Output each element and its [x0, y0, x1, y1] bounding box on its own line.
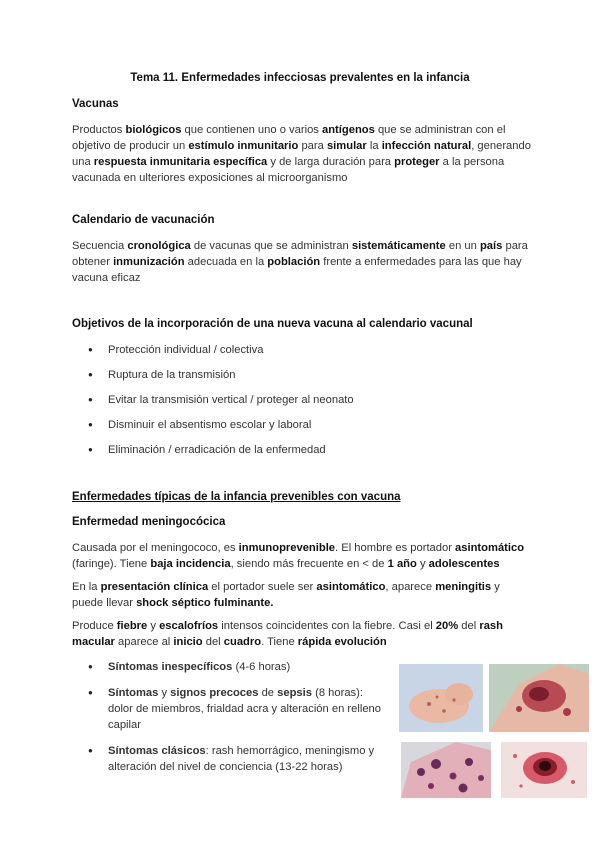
paragraph-vacunas: Productos biológicos que contienen uno o varios antígenos que se administran con el objetivo de producir un estímulo inmunitario para simular la infección natural, generando una respuesta inmunitaria específica y de larga duración para proteger a la persona vacunada en ulteriores exposiciones al microorganismo [72, 124, 531, 184]
infant-foot-rash-photo [399, 664, 483, 732]
bold-term: infección natural [381, 140, 472, 152]
paragraph-presentacion: En la presentación clínica el portador suele ser asintomático, aparece meningitis y puede llevar shock séptico fulminante. [72, 581, 500, 609]
heading-calendario: Calendario de vacunación [72, 214, 215, 226]
bold-term: asintomático [455, 542, 525, 554]
bold-term: 1 año [387, 558, 417, 570]
list-item: ● Protección individual / colectiva [72, 342, 532, 367]
bold-term: Síntomas [108, 687, 159, 699]
bold-term: cuadro [223, 636, 262, 648]
purpura-skin-photo [489, 664, 589, 732]
heading-objetivos: Objetivos de la incorporación de una nueva vacuna al calendario vacunal [72, 318, 473, 330]
bold-term: rash macular [72, 620, 503, 648]
list-item: ● Evitar la transmisión vertical / proteger al neonato [72, 392, 532, 417]
list-item: ● Disminuir el absentismo escolar y laboral [72, 417, 532, 442]
bold-term: simular [326, 140, 367, 152]
bold-term: respuesta inmunitaria específica [93, 156, 268, 168]
list-item: ● Ruptura de la transmisión [72, 367, 532, 392]
bold-term: inmunoprevenible [238, 542, 336, 554]
list-item: ● Eliminación / erradicación de la enfermedad [72, 442, 532, 467]
leg-purpura-photo [401, 742, 491, 798]
bold-term: país [479, 240, 503, 252]
bold-term: adolescentes [428, 558, 500, 570]
bold-term: inmunización [113, 256, 185, 268]
objetivos-list [72, 342, 532, 467]
bold-term: meningitis [435, 581, 492, 593]
bold-term: sistemáticamente [351, 240, 446, 252]
bold-term: presentación clínica [100, 581, 209, 593]
bold-term: 20% [435, 620, 459, 632]
list-item: ● Síntomas inespecíficos (4-6 horas) [72, 659, 382, 675]
heading-vacunas: Vacunas [72, 98, 119, 110]
sintomas-list [72, 659, 382, 785]
bold-term: sepsis [277, 687, 312, 699]
bold-term: inicio [173, 636, 203, 648]
paragraph-calendario: Secuencia cronológica de vacunas que se administran sistemáticamente en un país para obtener inmunización adecuada en la población frente a enfermedades para las que hay vacuna eficaz [72, 240, 528, 284]
bold-term: signos precoces [170, 687, 259, 699]
bold-term: Síntomas clásicos [108, 745, 206, 757]
subheading-meningococica: Enfermedad meningocócica [72, 516, 226, 528]
bold-term: fiebre [116, 620, 148, 632]
heading-enfermedades: Enfermedades típicas de la infancia prevenibles con vacuna [72, 491, 401, 503]
bold-term: Síntomas inespecíficos [108, 661, 233, 673]
bold-term: población [267, 256, 321, 268]
bold-term: baja incidencia [150, 558, 231, 570]
bold-term: escalofríos [159, 620, 219, 632]
bold-term: antígenos [322, 124, 375, 136]
bold-term: asintomático [316, 581, 386, 593]
bold-term: cronológica [127, 240, 191, 252]
bold-term: rápida evolución [297, 636, 387, 648]
paragraph-causa: Causada por el meningococo, es inmunoprevenible. El hombre es portador asintomático (faringe). Tiene baja incidencia, siendo más frecuente en < de 1 año y adolescentes [72, 542, 525, 570]
necrotic-lesion-photo [501, 742, 587, 798]
list-item: ● Síntomas clásicos: rash hemorrágico, meningismo y alteración del nivel de conciencia (13-22 horas) [72, 743, 382, 775]
bold-term: proteger [394, 156, 440, 168]
paragraph-produce: Produce fiebre y escalofríos intensos coincidentes con la fiebre. Casi el 20% del rash macular aparece al inicio del cuadro. Tiene rápida evolución [72, 620, 503, 648]
bold-term: biológicos [125, 124, 182, 136]
bold-term: shock séptico fulminante. [136, 597, 274, 609]
bold-term: estímulo inmunitario [188, 140, 299, 152]
page-title: Tema 11. Enfermedades infecciosas prevalentes en la infancia [130, 72, 470, 84]
list-item: ● Síntomas y signos precoces de sepsis (8 horas): dolor de miembros, frialdad acra y alteración en relleno capilar [72, 685, 382, 733]
